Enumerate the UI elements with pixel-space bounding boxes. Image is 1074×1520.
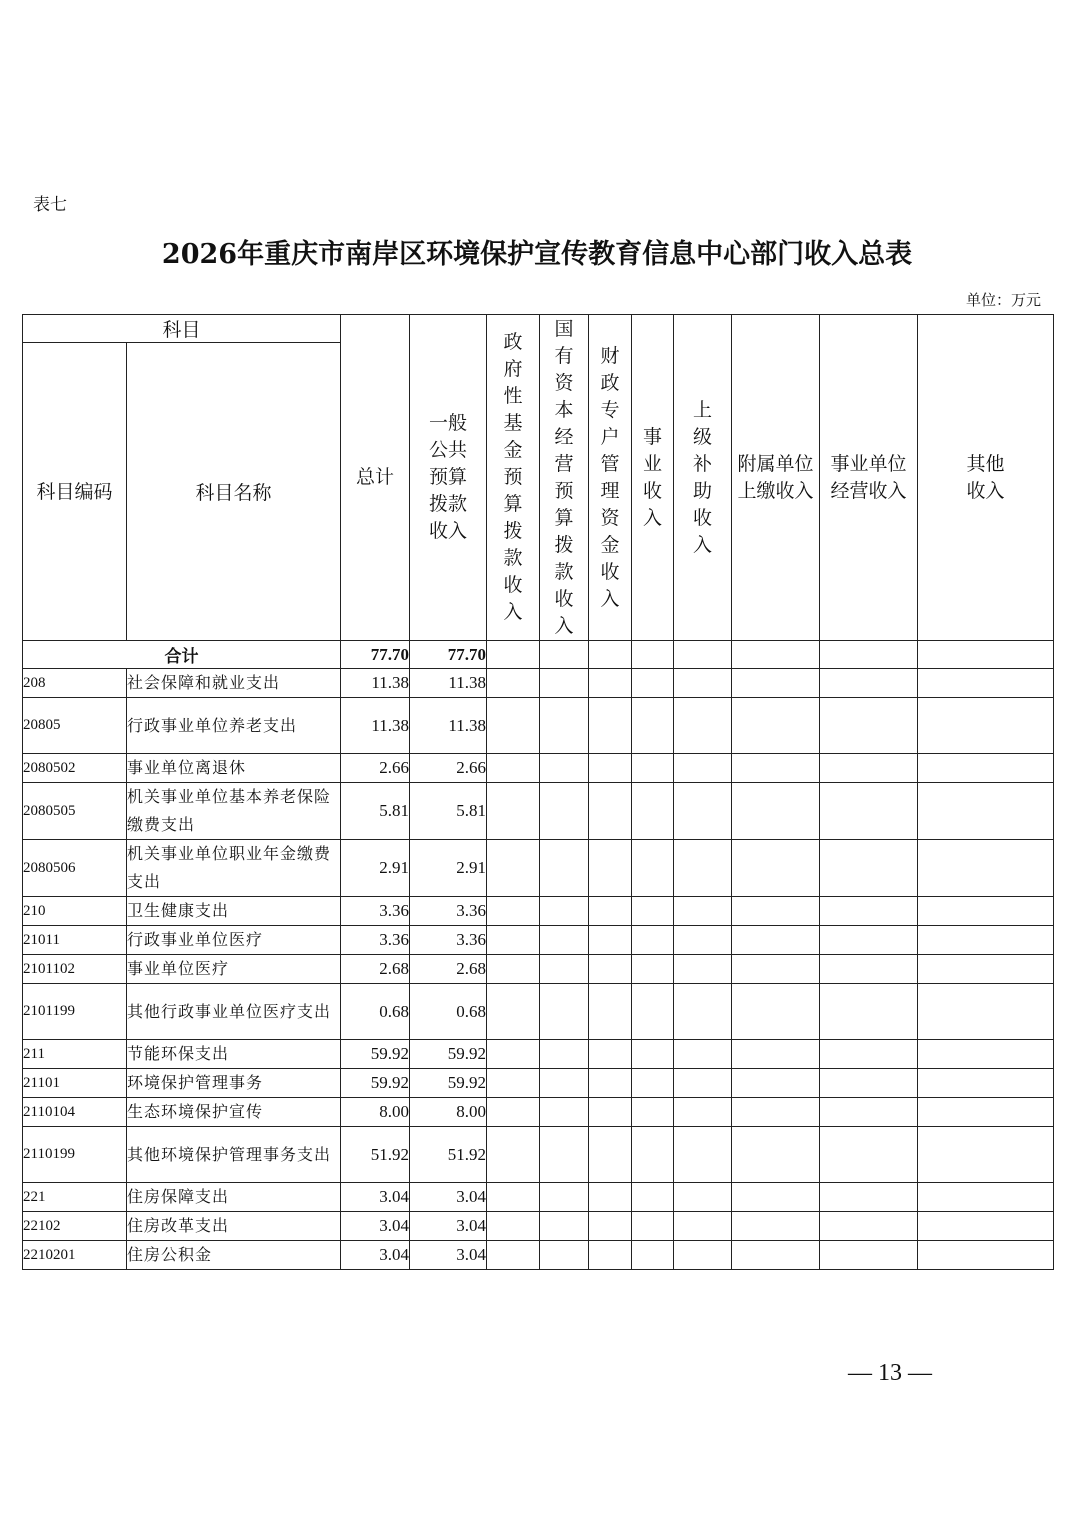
empty-cell [589, 897, 632, 926]
empty-cell [540, 1098, 589, 1127]
empty-cell [487, 1241, 540, 1270]
row-total: 59.92 [341, 1069, 410, 1098]
subject-code: 20805 [23, 698, 127, 754]
empty-cell [632, 1098, 674, 1127]
empty-cell [487, 1040, 540, 1069]
empty-cell [589, 1069, 632, 1098]
empty-cell [589, 1241, 632, 1270]
empty-cell [732, 1069, 820, 1098]
subject-code: 2110199 [23, 1127, 127, 1183]
empty-cell [674, 1098, 732, 1127]
subject-name: 事业单位医疗 [127, 955, 341, 984]
empty-cell [540, 698, 589, 754]
empty-cell [820, 897, 918, 926]
empty-cell [732, 897, 820, 926]
table-row [23, 1183, 1054, 1212]
empty-cell [540, 897, 589, 926]
subject-code: 22102 [23, 1212, 127, 1241]
table-row [23, 1212, 1054, 1241]
empty-cell [918, 1127, 1054, 1183]
table-row [23, 897, 1054, 926]
subject-code: 21011 [23, 926, 127, 955]
page-number: — 13 — [848, 1360, 932, 1386]
empty-cell [487, 984, 540, 1040]
row-general-budget: 11.38 [410, 698, 487, 754]
row-total: 5.81 [341, 783, 410, 840]
empty-cell [589, 1040, 632, 1069]
empty-cell [918, 1098, 1054, 1127]
subject-name: 机关事业单位职业年金缴费支出 [127, 840, 341, 897]
empty-cell [918, 1241, 1054, 1270]
empty-cell [820, 955, 918, 984]
row-total: 51.92 [341, 1127, 410, 1183]
header-affiliated-remit: 附属单位上缴收入 [732, 315, 820, 641]
empty-cell [918, 1212, 1054, 1241]
empty-cell [487, 669, 540, 698]
empty-cell [632, 1069, 674, 1098]
empty-cell [674, 754, 732, 783]
row-total: 3.36 [341, 926, 410, 955]
empty-cell [918, 984, 1054, 1040]
row-total: 8.00 [341, 1098, 410, 1127]
row-total: 59.92 [341, 1040, 410, 1069]
empty-cell [487, 1183, 540, 1212]
empty-cell [487, 1127, 540, 1183]
header-gov-fund: 政府性基金预算拨款收入 [487, 315, 540, 641]
row-total: 0.68 [341, 984, 410, 1040]
row-general-budget: 3.04 [410, 1183, 487, 1212]
row-general-budget: 59.92 [410, 1069, 487, 1098]
empty-cell [589, 840, 632, 897]
row-total: 2.91 [341, 840, 410, 897]
empty-cell [918, 1183, 1054, 1212]
subject-name: 事业单位离退休 [127, 754, 341, 783]
subject-name: 卫生健康支出 [127, 897, 341, 926]
empty-cell [632, 955, 674, 984]
row-total: 2.68 [341, 955, 410, 984]
empty-cell [589, 984, 632, 1040]
total-general-amount: 77.70 [410, 641, 487, 669]
row-general-budget: 8.00 [410, 1098, 487, 1127]
subject-code: 21101 [23, 1069, 127, 1098]
table-row [23, 1241, 1054, 1270]
empty-cell [820, 926, 918, 955]
header-state-capital: 国有资本经营预算拨款收入 [540, 315, 589, 641]
subject-name: 环境保护管理事务 [127, 1069, 341, 1098]
total-amount: 77.70 [341, 641, 410, 669]
table-row [23, 955, 1054, 984]
header-other-income: 其他收入 [918, 315, 1054, 641]
empty-cell [487, 955, 540, 984]
total-row [23, 641, 1054, 669]
subject-name: 住房保障支出 [127, 1183, 341, 1212]
empty-cell [820, 1127, 918, 1183]
empty-cell [589, 783, 632, 840]
empty-cell [540, 783, 589, 840]
empty-cell [487, 1069, 540, 1098]
empty-cell [674, 955, 732, 984]
row-general-budget: 3.36 [410, 926, 487, 955]
empty-cell [487, 754, 540, 783]
empty-cell [674, 1183, 732, 1212]
empty-cell [589, 698, 632, 754]
empty-cell [820, 698, 918, 754]
row-general-budget: 11.38 [410, 669, 487, 698]
empty-cell [732, 783, 820, 840]
empty-cell [820, 669, 918, 698]
empty-cell [732, 955, 820, 984]
row-total: 2.66 [341, 754, 410, 783]
row-general-budget: 51.92 [410, 1127, 487, 1183]
table-row [23, 754, 1054, 783]
empty-cell [918, 669, 1054, 698]
empty-cell [540, 984, 589, 1040]
empty-cell [732, 1212, 820, 1241]
empty-cell [589, 926, 632, 955]
empty-cell [674, 1127, 732, 1183]
header-business-operation: 事业单位经营收入 [820, 315, 918, 641]
row-general-budget: 0.68 [410, 984, 487, 1040]
empty-cell [540, 1127, 589, 1183]
empty-cell [674, 1069, 732, 1098]
table-label: 表七 [33, 195, 67, 215]
empty-cell [674, 698, 732, 754]
table-row [23, 840, 1054, 897]
subject-name: 行政事业单位养老支出 [127, 698, 341, 754]
empty-cell [589, 955, 632, 984]
header-special-account: 财政专户管理资金收入 [589, 315, 632, 641]
empty-cell [487, 1098, 540, 1127]
empty-cell [674, 1241, 732, 1270]
empty-cell [820, 754, 918, 783]
empty-cell [632, 1241, 674, 1270]
row-total: 3.04 [341, 1241, 410, 1270]
empty-cell [732, 1040, 820, 1069]
empty-cell [918, 783, 1054, 840]
subject-code: 2110104 [23, 1098, 127, 1127]
row-general-budget: 2.66 [410, 754, 487, 783]
subject-code: 221 [23, 1183, 127, 1212]
subject-name: 住房公积金 [127, 1241, 341, 1270]
empty-cell [674, 1212, 732, 1241]
table-row [23, 1069, 1054, 1098]
empty-cell [674, 783, 732, 840]
empty-cell [589, 1212, 632, 1241]
subject-name: 节能环保支出 [127, 1040, 341, 1069]
table-row [23, 698, 1054, 754]
empty-cell [820, 1241, 918, 1270]
empty-cell [732, 1098, 820, 1127]
empty-cell [487, 897, 540, 926]
empty-cell [918, 840, 1054, 897]
empty-cell [632, 897, 674, 926]
empty-cell [674, 926, 732, 955]
empty-cell [732, 926, 820, 955]
empty-cell [632, 926, 674, 955]
empty-cell [820, 783, 918, 840]
empty-cell [820, 984, 918, 1040]
table-row [23, 984, 1054, 1040]
empty-cell [589, 754, 632, 783]
empty-cell [540, 955, 589, 984]
subject-name: 机关事业单位基本养老保险缴费支出 [127, 783, 341, 840]
empty-cell [540, 1069, 589, 1098]
empty-cell [589, 669, 632, 698]
subject-code: 2101199 [23, 984, 127, 1040]
subject-name: 其他行政事业单位医疗支出 [127, 984, 341, 1040]
empty-cell [540, 669, 589, 698]
empty-cell [918, 926, 1054, 955]
subject-code: 2101102 [23, 955, 127, 984]
header-subject-name: 科目名称 [127, 343, 341, 641]
income-summary-table [22, 314, 1054, 1270]
empty-cell [918, 1040, 1054, 1069]
empty-cell [632, 754, 674, 783]
subject-name: 社会保障和就业支出 [127, 669, 341, 698]
table-row [23, 1127, 1054, 1183]
empty-cell [674, 897, 732, 926]
subject-code: 211 [23, 1040, 127, 1069]
empty-cell [632, 1212, 674, 1241]
empty-cell [732, 1241, 820, 1270]
empty-cell [589, 1098, 632, 1127]
empty-cell [820, 1212, 918, 1241]
empty-cell [732, 1127, 820, 1183]
empty-cell [732, 754, 820, 783]
empty-cell [632, 783, 674, 840]
subject-code: 2080506 [23, 840, 127, 897]
row-general-budget: 2.68 [410, 955, 487, 984]
table-row [23, 783, 1054, 840]
empty-cell [918, 754, 1054, 783]
empty-cell [918, 955, 1054, 984]
header-total: 总计 [341, 315, 410, 641]
empty-cell [674, 1040, 732, 1069]
empty-cell [540, 840, 589, 897]
empty-cell [540, 1241, 589, 1270]
empty-cell [540, 1040, 589, 1069]
empty-cell [674, 984, 732, 1040]
empty-cell [732, 840, 820, 897]
subject-code: 2080502 [23, 754, 127, 783]
empty-cell [540, 1183, 589, 1212]
header-business-income: 事业收入 [632, 315, 674, 641]
row-general-budget: 5.81 [410, 783, 487, 840]
empty-cell [632, 1127, 674, 1183]
document-title: 2026年重庆市南岸区环境保护宣传教育信息中心部门收入总表 [161, 239, 913, 270]
total-label: 合计 [23, 641, 341, 669]
empty-cell [487, 783, 540, 840]
row-general-budget: 3.04 [410, 1212, 487, 1241]
table-row [23, 1098, 1054, 1127]
empty-cell [820, 1183, 918, 1212]
row-general-budget: 3.04 [410, 1241, 487, 1270]
subject-name: 行政事业单位医疗 [127, 926, 341, 955]
empty-cell [632, 698, 674, 754]
empty-cell [487, 1212, 540, 1241]
empty-cell [589, 1127, 632, 1183]
empty-cell [632, 984, 674, 1040]
row-general-budget: 2.91 [410, 840, 487, 897]
header-subject-code: 科目编码 [23, 343, 127, 641]
empty-cell [820, 1098, 918, 1127]
empty-cell [732, 669, 820, 698]
empty-cell [820, 1069, 918, 1098]
header-superior-subsidy: 上级补助收入 [674, 315, 732, 641]
empty-cell [632, 1183, 674, 1212]
header-general-budget: 一般公共预算拨款收入 [410, 315, 487, 641]
empty-cell [632, 1040, 674, 1069]
header-subject-group: 科目 [23, 315, 341, 343]
subject-code: 208 [23, 669, 127, 698]
empty-cell [732, 984, 820, 1040]
empty-cell [632, 840, 674, 897]
row-total: 11.38 [341, 698, 410, 754]
empty-cell [589, 1183, 632, 1212]
empty-cell [540, 926, 589, 955]
row-total: 11.38 [341, 669, 410, 698]
empty-cell [487, 840, 540, 897]
row-total: 3.04 [341, 1212, 410, 1241]
subject-code: 210 [23, 897, 127, 926]
empty-cell [540, 1212, 589, 1241]
empty-cell [918, 698, 1054, 754]
empty-cell [732, 698, 820, 754]
subject-name: 住房改革支出 [127, 1212, 341, 1241]
empty-cell [674, 840, 732, 897]
table-row [23, 926, 1054, 955]
empty-cell [820, 1040, 918, 1069]
empty-cell [487, 926, 540, 955]
table-row [23, 669, 1054, 698]
row-general-budget: 3.36 [410, 897, 487, 926]
empty-cell [918, 1069, 1054, 1098]
row-total: 3.36 [341, 897, 410, 926]
subject-name: 其他环境保护管理事务支出 [127, 1127, 341, 1183]
row-total: 3.04 [341, 1183, 410, 1212]
row-general-budget: 59.92 [410, 1040, 487, 1069]
empty-cell [820, 840, 918, 897]
empty-cell [540, 754, 589, 783]
subject-name: 生态环境保护宣传 [127, 1098, 341, 1127]
unit-label: 单位：万元 [965, 291, 1041, 309]
table-row [23, 1040, 1054, 1069]
subject-code: 2080505 [23, 783, 127, 840]
empty-cell [732, 1183, 820, 1212]
empty-cell [632, 669, 674, 698]
empty-cell [487, 698, 540, 754]
empty-cell [674, 669, 732, 698]
empty-cell [918, 897, 1054, 926]
subject-code: 2210201 [23, 1241, 127, 1270]
